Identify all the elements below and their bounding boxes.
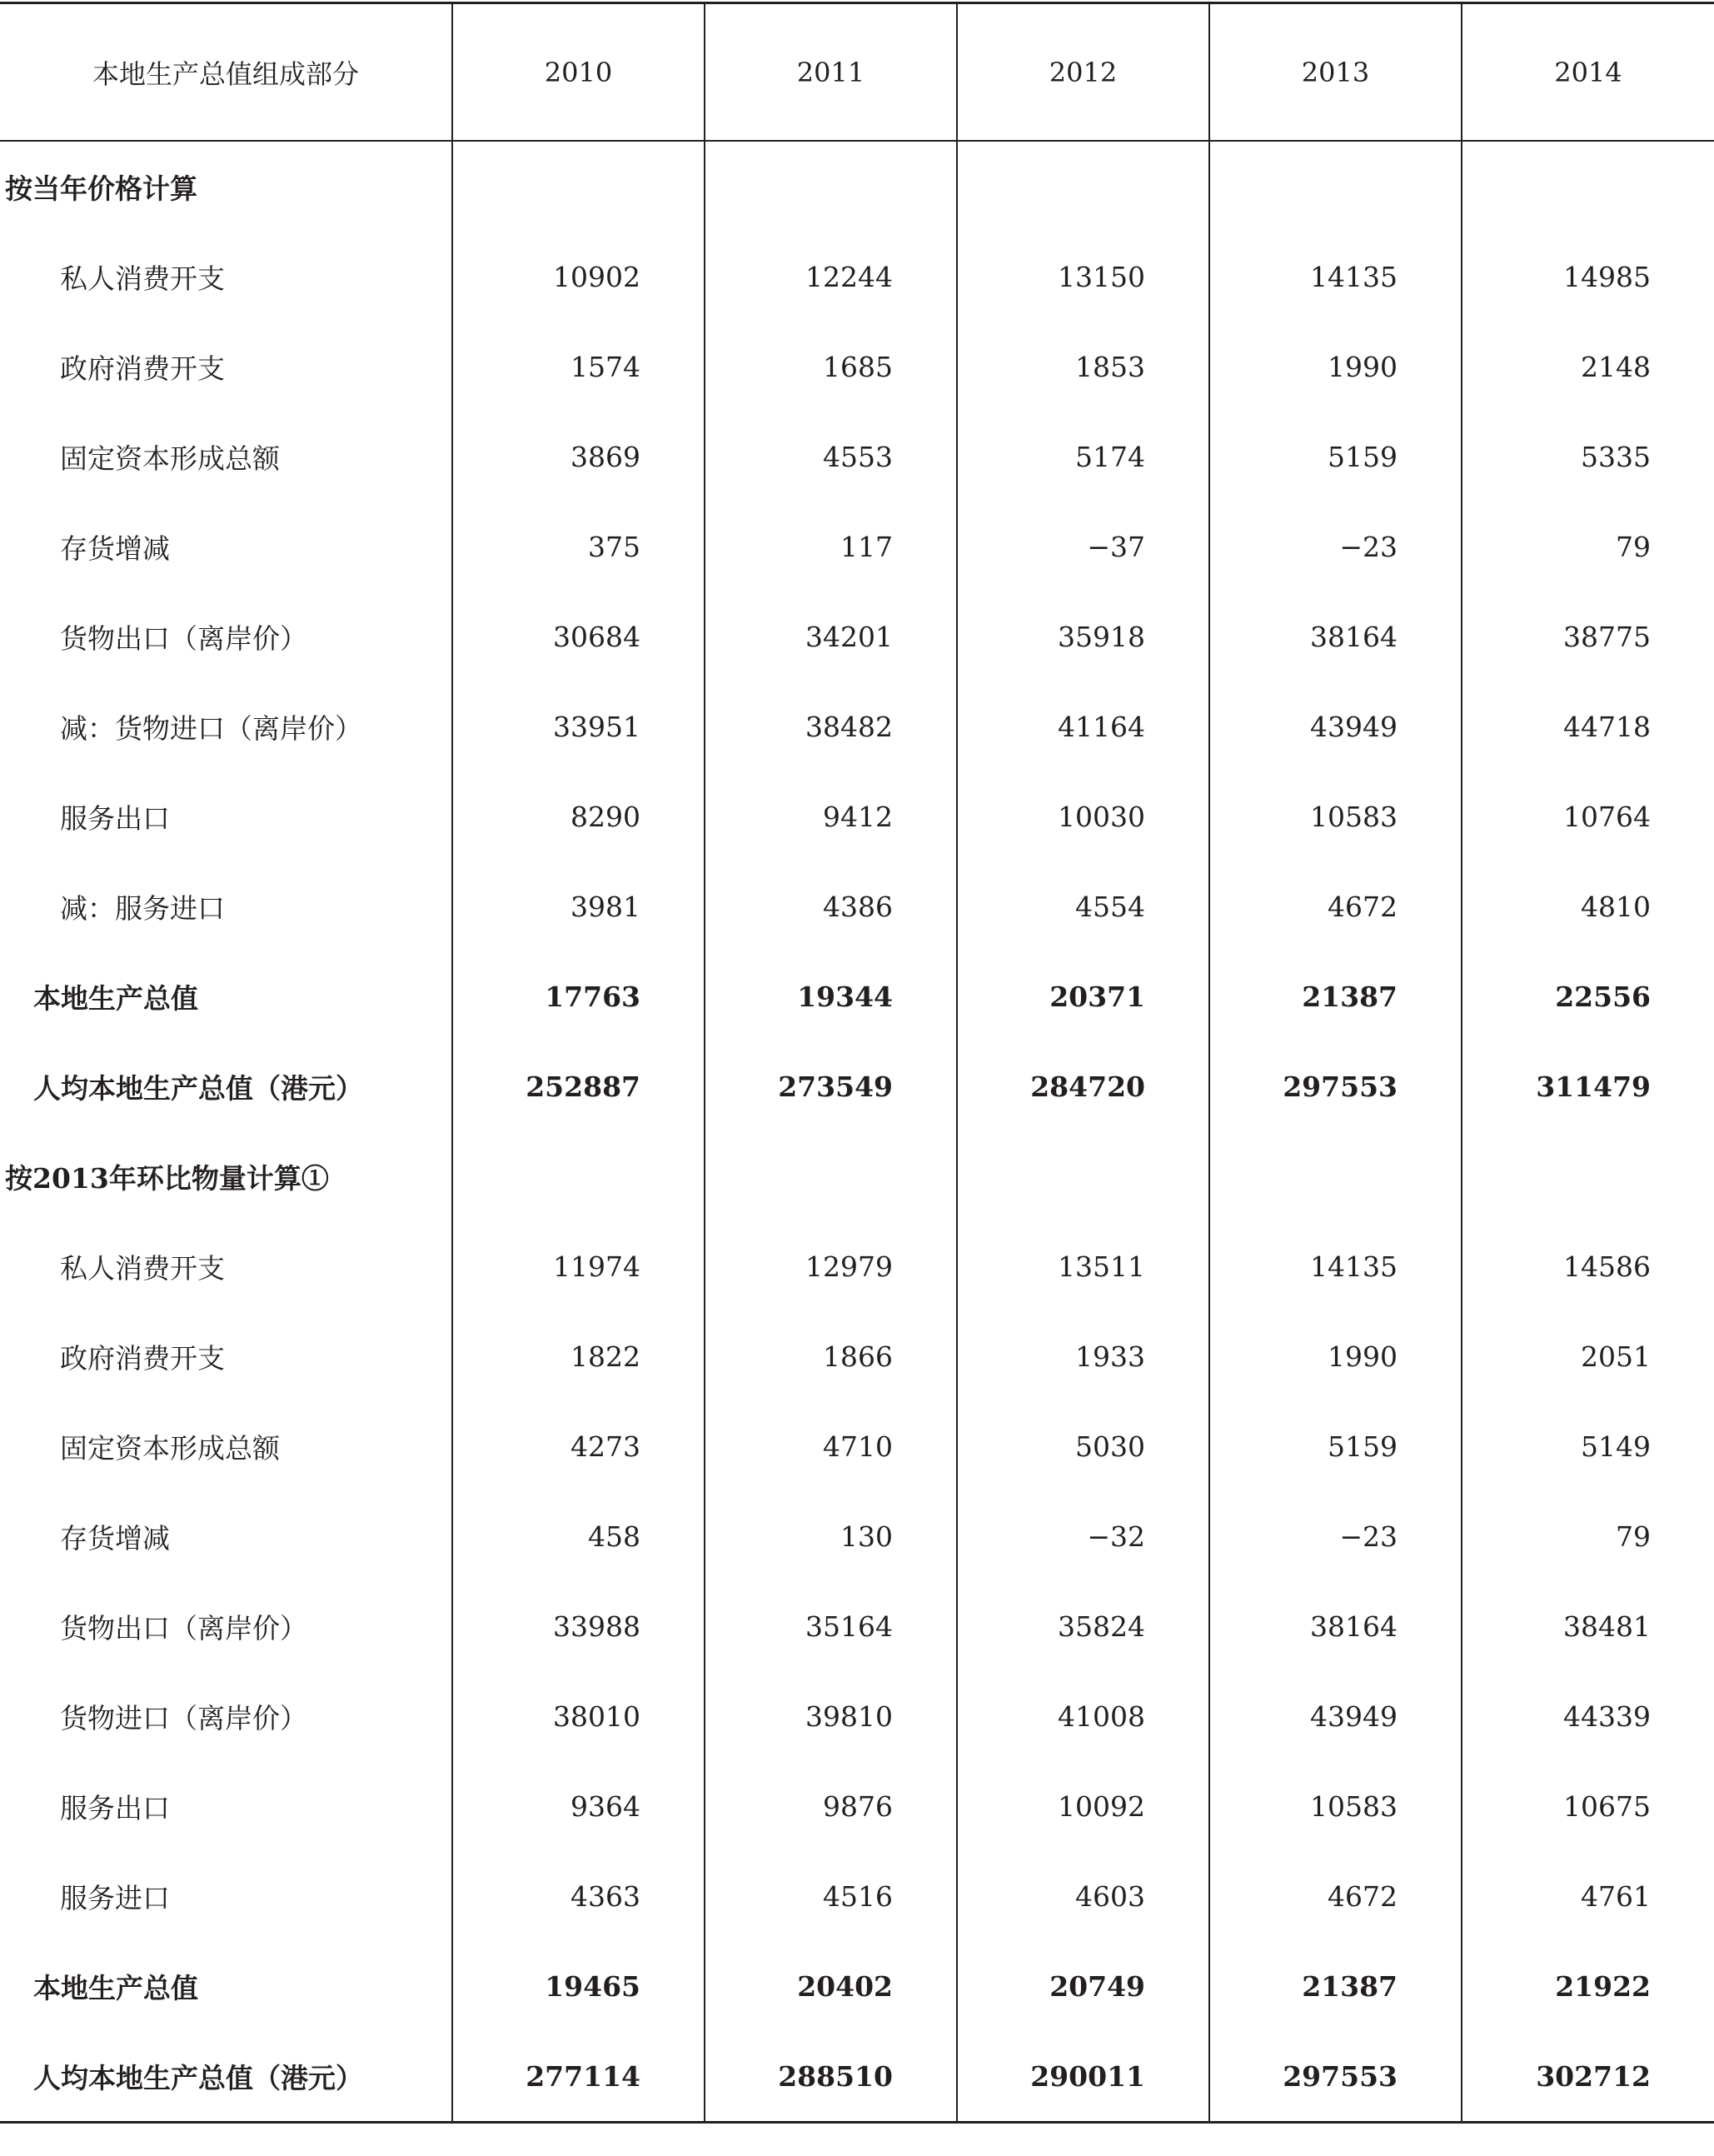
total-value-cell: 22556 — [1462, 951, 1714, 1041]
value-cell: 1990 — [1209, 1311, 1462, 1401]
value-cell: 33988 — [452, 1581, 705, 1671]
table-row — [0, 1761, 1714, 1851]
row-label: 政府消费开支 — [60, 1341, 225, 1375]
gdp-components-table — [0, 2, 1714, 2124]
value-cell: 39810 — [705, 1671, 957, 1761]
empty-cell — [1462, 1131, 1714, 1221]
section-header-row — [0, 141, 1714, 232]
row-label: 减：货物进口（离岸价） — [60, 711, 362, 745]
row-label: 政府消费开支 — [60, 352, 225, 385]
value-cell: 5159 — [1209, 1401, 1462, 1491]
row-label: 固定资本形成总额 — [60, 442, 280, 475]
value-cell: 30684 — [452, 591, 705, 681]
value-cell: 35918 — [957, 591, 1209, 681]
table-row — [0, 502, 1714, 591]
table-row — [0, 232, 1714, 322]
empty-cell — [705, 1131, 957, 1221]
value-cell: 1866 — [705, 1311, 957, 1401]
value-cell: 35824 — [957, 1581, 1209, 1671]
value-cell: 8290 — [452, 771, 705, 861]
value-cell: 35164 — [705, 1581, 957, 1671]
total-value-cell: 273549 — [705, 1041, 957, 1131]
value-cell: 117 — [705, 502, 957, 591]
value-cell: 375 — [452, 502, 705, 591]
value-cell: 4710 — [705, 1401, 957, 1491]
row-label: 服务出口 — [60, 1791, 170, 1824]
empty-cell — [1462, 141, 1714, 232]
value-cell: 458 — [452, 1491, 705, 1581]
value-cell: 34201 — [705, 591, 957, 681]
value-cell: 44718 — [1462, 681, 1714, 771]
value-cell: 1933 — [957, 1311, 1209, 1401]
total-value-cell: 19344 — [705, 951, 957, 1041]
section-title: 按当年价格计算 — [5, 172, 197, 205]
value-cell: 130 — [705, 1491, 957, 1581]
value-cell: 4553 — [705, 412, 957, 502]
row-label: 减：服务进口 — [60, 891, 225, 925]
value-cell: 10583 — [1209, 771, 1462, 861]
total-value-cell: 21387 — [1209, 951, 1462, 1041]
empty-cell — [957, 1131, 1209, 1221]
total-label: 本地生产总值 — [33, 981, 198, 1015]
row-label: 货物进口（离岸价） — [60, 1701, 307, 1734]
table-row — [0, 1491, 1714, 1581]
value-cell: 4516 — [705, 1851, 957, 1941]
value-cell: 14985 — [1462, 232, 1714, 322]
empty-cell — [957, 141, 1209, 232]
total-value-cell: 284720 — [957, 1041, 1209, 1131]
value-cell: 10764 — [1462, 771, 1714, 861]
value-cell: −23 — [1209, 1491, 1462, 1581]
value-cell: 33951 — [452, 681, 705, 771]
empty-cell — [1209, 141, 1462, 232]
value-cell: 38010 — [452, 1671, 705, 1761]
total-value-cell: 297553 — [1209, 1041, 1462, 1131]
total-value-cell: 19465 — [452, 1941, 705, 2031]
header-row — [0, 3, 1714, 142]
column-header-year: 2012 — [957, 3, 1209, 142]
value-cell: 9876 — [705, 1761, 957, 1851]
value-cell: 12244 — [705, 232, 957, 322]
value-cell: 38482 — [705, 681, 957, 771]
table-row — [0, 1401, 1714, 1491]
total-label: 本地生产总值 — [33, 1971, 198, 2004]
value-cell: 5174 — [957, 412, 1209, 502]
row-label: 货物出口（离岸价） — [60, 621, 307, 655]
value-cell: −23 — [1209, 502, 1462, 591]
total-label: 人均本地生产总值（港元） — [33, 1071, 363, 1105]
total-row — [0, 1041, 1714, 1131]
row-label: 货物出口（离岸价） — [60, 1611, 307, 1644]
value-cell: 4386 — [705, 861, 957, 951]
total-value-cell: 20749 — [957, 1941, 1209, 2031]
value-cell: 5159 — [1209, 412, 1462, 502]
value-cell: 10675 — [1462, 1761, 1714, 1851]
row-label: 服务出口 — [60, 801, 170, 835]
value-cell: 38164 — [1209, 591, 1462, 681]
total-value-cell: 297553 — [1209, 2031, 1462, 2123]
value-cell: 1685 — [705, 322, 957, 412]
value-cell: 1574 — [452, 322, 705, 412]
value-cell: 79 — [1462, 1491, 1714, 1581]
table-header — [0, 3, 1714, 142]
value-cell: 5030 — [957, 1401, 1209, 1491]
total-value-cell: 21387 — [1209, 1941, 1462, 2031]
value-cell: 4273 — [452, 1401, 705, 1491]
table-row — [0, 1851, 1714, 1941]
column-header-component: 本地生产总值组成部分 — [0, 3, 452, 142]
value-cell: 79 — [1462, 502, 1714, 591]
row-label: 服务进口 — [60, 1881, 170, 1914]
value-cell: −37 — [957, 502, 1209, 591]
total-label: 人均本地生产总值（港元） — [33, 2061, 363, 2094]
value-cell: 1990 — [1209, 322, 1462, 412]
value-cell: 11974 — [452, 1221, 705, 1311]
total-value-cell: 20371 — [957, 951, 1209, 1041]
table-row — [0, 1671, 1714, 1761]
empty-cell — [452, 141, 705, 232]
total-value-cell: 302712 — [1462, 2031, 1714, 2123]
value-cell: 4554 — [957, 861, 1209, 951]
table-row — [0, 412, 1714, 502]
value-cell: −32 — [957, 1491, 1209, 1581]
total-row — [0, 951, 1714, 1041]
value-cell: 10583 — [1209, 1761, 1462, 1851]
total-value-cell: 277114 — [452, 2031, 705, 2123]
total-value-cell: 290011 — [957, 2031, 1209, 2123]
value-cell: 4363 — [452, 1851, 705, 1941]
value-cell: 44339 — [1462, 1671, 1714, 1761]
column-header-year: 2014 — [1462, 3, 1714, 142]
value-cell: 38164 — [1209, 1581, 1462, 1671]
value-cell: 2051 — [1462, 1311, 1714, 1401]
table-row — [0, 322, 1714, 412]
table-row — [0, 591, 1714, 681]
value-cell: 4672 — [1209, 1851, 1462, 1941]
total-value-cell: 20402 — [705, 1941, 957, 2031]
value-cell: 5335 — [1462, 412, 1714, 502]
value-cell: 4761 — [1462, 1851, 1714, 1941]
value-cell: 13511 — [957, 1221, 1209, 1311]
table-row — [0, 1581, 1714, 1671]
column-header-year: 2013 — [1209, 3, 1462, 142]
column-header-year: 2011 — [705, 3, 957, 142]
table-row — [0, 1221, 1714, 1311]
section-title: 按2013年环比物量计算① — [5, 1161, 329, 1195]
total-value-cell: 252887 — [452, 1041, 705, 1131]
value-cell: 1822 — [452, 1311, 705, 1401]
value-cell: 10030 — [957, 771, 1209, 861]
empty-cell — [1209, 1131, 1462, 1221]
row-label: 私人消费开支 — [60, 262, 225, 295]
table-row — [0, 861, 1714, 951]
value-cell: 38481 — [1462, 1581, 1714, 1671]
value-cell: 14135 — [1209, 1221, 1462, 1311]
value-cell: 4672 — [1209, 861, 1462, 951]
value-cell: 14135 — [1209, 232, 1462, 322]
value-cell: 43949 — [1209, 681, 1462, 771]
row-label: 私人消费开支 — [60, 1251, 225, 1285]
value-cell: 41164 — [957, 681, 1209, 771]
total-value-cell: 21922 — [1462, 1941, 1714, 2031]
value-cell: 4810 — [1462, 861, 1714, 951]
value-cell: 3869 — [452, 412, 705, 502]
row-label: 存货增减 — [60, 1521, 170, 1555]
value-cell: 10092 — [957, 1761, 1209, 1851]
table-body — [0, 141, 1714, 2123]
row-label: 固定资本形成总额 — [60, 1431, 280, 1465]
value-cell: 38775 — [1462, 591, 1714, 681]
value-cell: 9412 — [705, 771, 957, 861]
empty-cell — [705, 141, 957, 232]
total-row — [0, 2031, 1714, 2123]
value-cell: 10902 — [452, 232, 705, 322]
total-row — [0, 1941, 1714, 2031]
total-value-cell: 311479 — [1462, 1041, 1714, 1131]
value-cell: 2148 — [1462, 322, 1714, 412]
value-cell: 4603 — [957, 1851, 1209, 1941]
row-label: 存货增减 — [60, 532, 170, 565]
total-value-cell: 288510 — [705, 2031, 957, 2123]
value-cell: 5149 — [1462, 1401, 1714, 1491]
value-cell: 12979 — [705, 1221, 957, 1311]
table-row — [0, 681, 1714, 771]
value-cell: 13150 — [957, 232, 1209, 322]
total-value-cell: 17763 — [452, 951, 705, 1041]
value-cell: 43949 — [1209, 1671, 1462, 1761]
value-cell: 41008 — [957, 1671, 1209, 1761]
value-cell: 14586 — [1462, 1221, 1714, 1311]
empty-cell — [452, 1131, 705, 1221]
column-header-year: 2010 — [452, 3, 705, 142]
table-row — [0, 771, 1714, 861]
value-cell: 1853 — [957, 322, 1209, 412]
table-row — [0, 1311, 1714, 1401]
value-cell: 3981 — [452, 861, 705, 951]
value-cell: 9364 — [452, 1761, 705, 1851]
section-header-row — [0, 1131, 1714, 1221]
